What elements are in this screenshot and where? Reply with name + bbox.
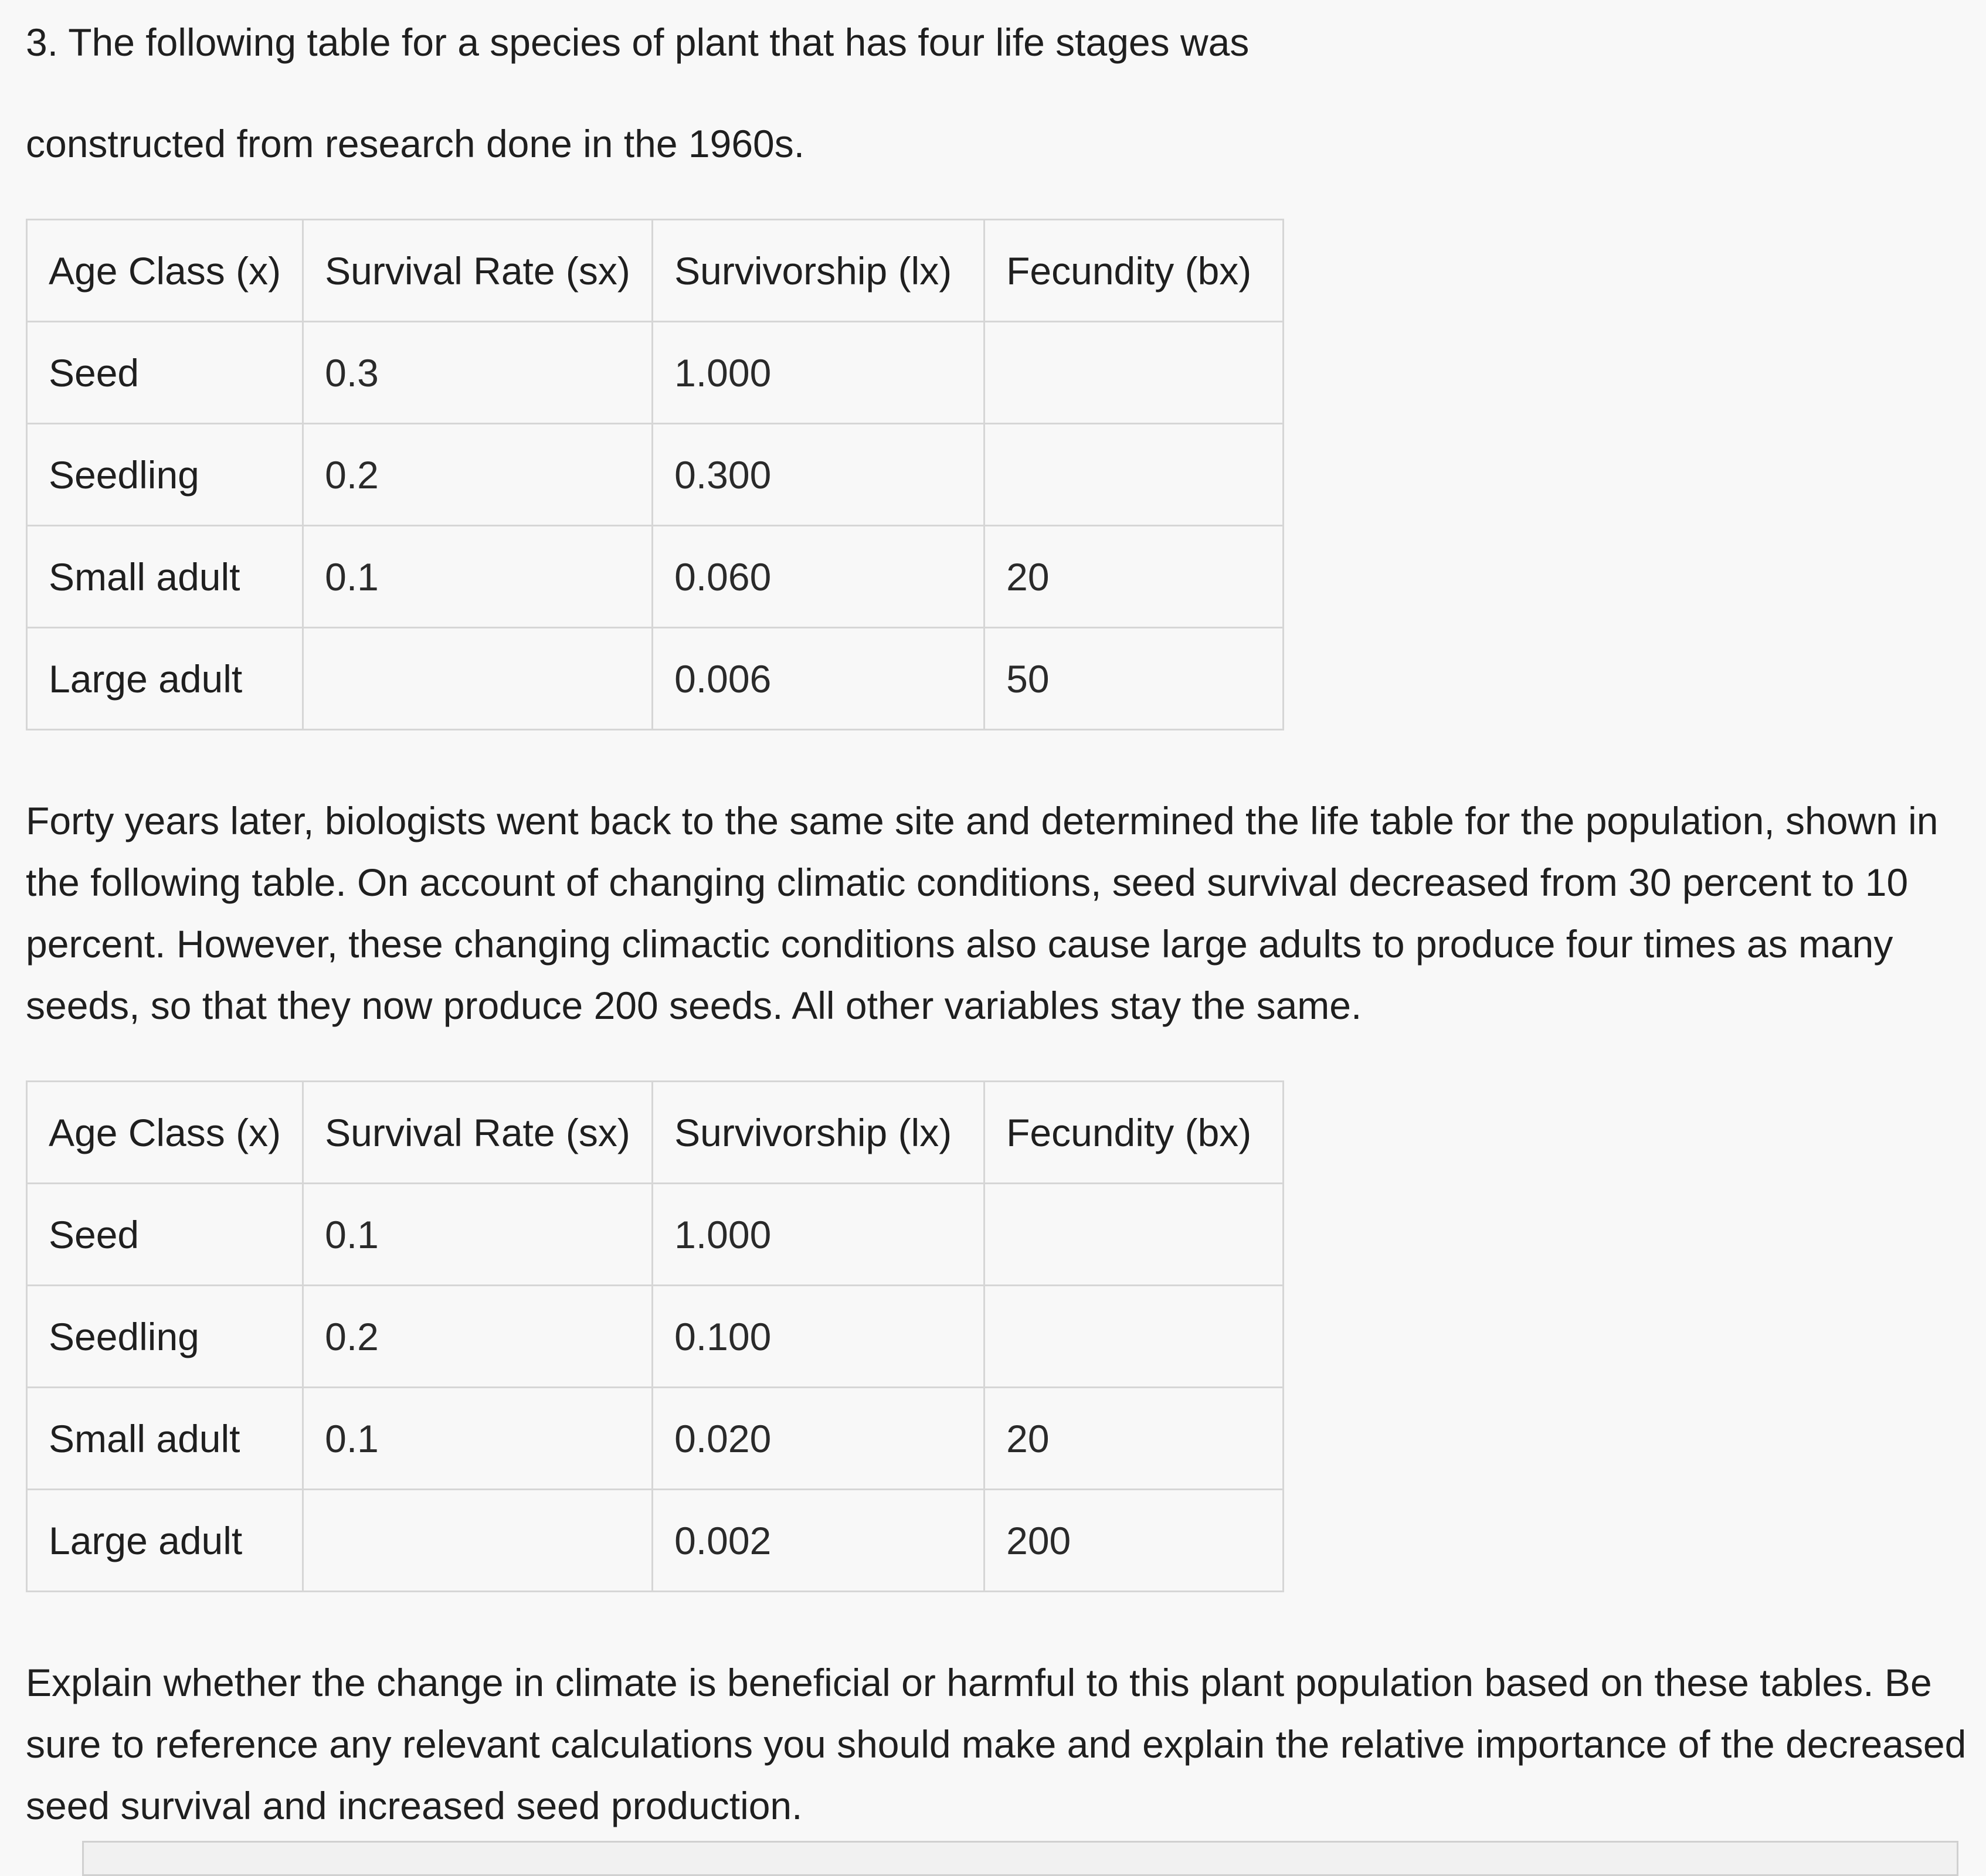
- survivorship-cell: 0.100: [653, 1286, 984, 1388]
- fecundity-cell: 200: [984, 1490, 1284, 1592]
- age-class-cell: Seedling: [27, 1286, 303, 1388]
- fecundity-cell: 20: [984, 526, 1284, 628]
- survival-rate-cell: [303, 628, 653, 730]
- survivorship-cell: 0.006: [653, 628, 984, 730]
- survivorship-cell: 1.000: [653, 1184, 984, 1286]
- table-header-row: [27, 220, 1284, 322]
- survival-rate-cell: 0.2: [303, 1286, 653, 1388]
- header-survival-rate: Survival Rate (sx): [303, 220, 653, 322]
- header-survivorship: Survivorship (lx): [653, 1082, 984, 1184]
- survivorship-cell: 0.300: [653, 424, 984, 526]
- survival-rate-cell: 0.2: [303, 424, 653, 526]
- header-fecundity: Fecundity (bx): [984, 220, 1284, 322]
- answer-input-box[interactable]: [82, 1841, 1958, 1876]
- survivorship-cell: 0.060: [653, 526, 984, 628]
- header-survival-rate: Survival Rate (sx): [303, 1082, 653, 1184]
- age-class-cell: Seedling: [27, 424, 303, 526]
- fecundity-cell: 50: [984, 628, 1284, 730]
- header-survivorship: Survivorship (lx): [653, 220, 984, 322]
- table-row: [27, 424, 1284, 526]
- paragraph-explain-prompt: Explain whether the change in climate is beneficial or harmful to this plant population based on these tables. Be sure to reference any relevant calculations you should make and explain the relative importance of the decreased seed survival and increased seed production.: [26, 1661, 1967, 1827]
- age-class-cell: Small adult: [27, 1388, 303, 1490]
- survival-rate-cell: [303, 1490, 653, 1592]
- age-class-cell: Small adult: [27, 526, 303, 628]
- fecundity-cell: [984, 322, 1284, 424]
- survival-rate-cell: 0.3: [303, 322, 653, 424]
- age-class-cell: Seed: [27, 1184, 303, 1286]
- header-fecundity: Fecundity (bx): [984, 1082, 1284, 1184]
- survivorship-cell: 0.020: [653, 1388, 984, 1490]
- fecundity-cell: 20: [984, 1388, 1284, 1490]
- life-table-1960s: [26, 219, 1284, 730]
- life-table-forty-years-later: [26, 1080, 1284, 1592]
- table-row: [27, 526, 1284, 628]
- question-intro-line1: 3. The following table for a species of plant that has four life stages was: [26, 21, 1250, 64]
- age-class-cell: Seed: [27, 322, 303, 424]
- table-row: [27, 1184, 1284, 1286]
- table-row: [27, 1490, 1284, 1592]
- table-row: [27, 1286, 1284, 1388]
- survivorship-cell: 1.000: [653, 322, 984, 424]
- fecundity-cell: [984, 424, 1284, 526]
- table-row: [27, 1388, 1284, 1490]
- header-age-class: Age Class (x): [27, 1082, 303, 1184]
- survival-rate-cell: 0.1: [303, 1388, 653, 1490]
- header-age-class: Age Class (x): [27, 220, 303, 322]
- age-class-cell: Large adult: [27, 628, 303, 730]
- paragraph-forty-years-later: Forty years later, biologists went back to the same site and determined the life table for the population, shown in the following table. On account of changing climatic conditions, seed survival decreased from 30 percent to 10 percent. However, these changing climactic conditions also cause large adults to produce four times as many seeds, so that they now produce 200 seeds. All other variables stay the same.: [26, 799, 1939, 1027]
- table-row: [27, 322, 1284, 424]
- age-class-cell: Large adult: [27, 1490, 303, 1592]
- fecundity-cell: [984, 1286, 1284, 1388]
- survival-rate-cell: 0.1: [303, 526, 653, 628]
- survivorship-cell: 0.002: [653, 1490, 984, 1592]
- fecundity-cell: [984, 1184, 1284, 1286]
- table-header-row: [27, 1082, 1284, 1184]
- survival-rate-cell: 0.1: [303, 1184, 653, 1286]
- question-intro-line2: constructed from research done in the 1960s.: [26, 122, 805, 165]
- table-row: [27, 628, 1284, 730]
